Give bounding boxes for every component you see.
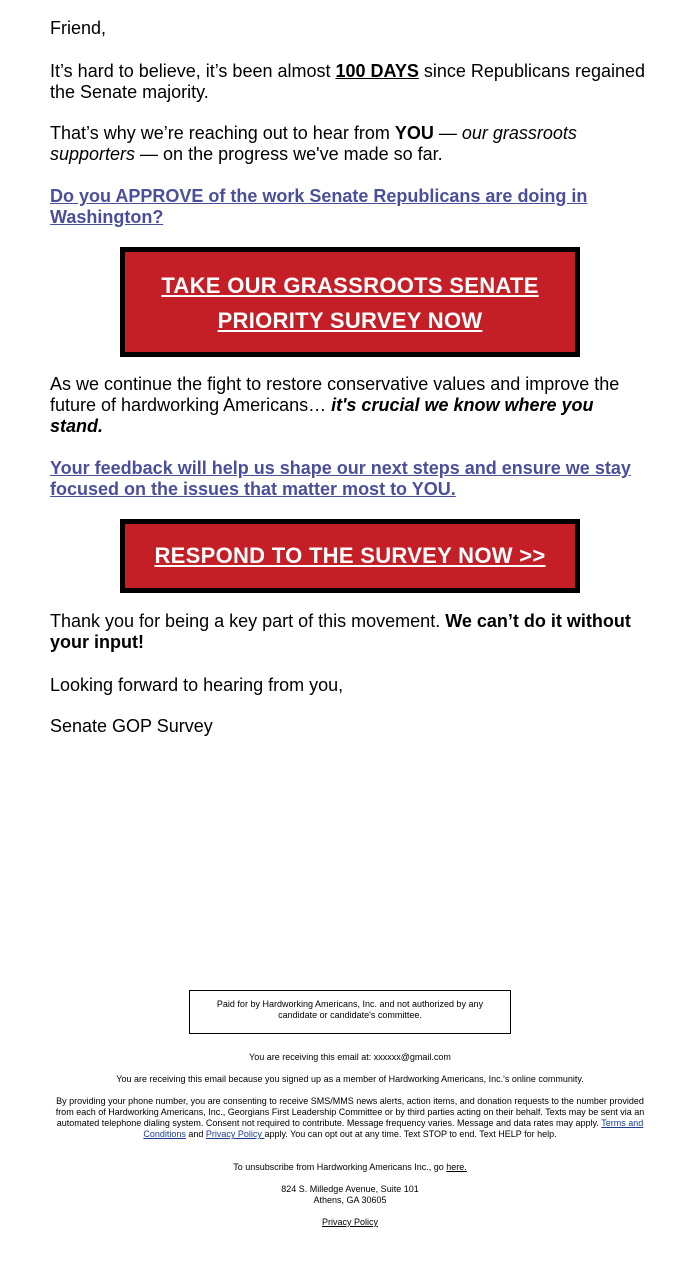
text-segment: since Republicans regained the Senate majority. <box>50 61 646 102</box>
privacy-link-inline[interactable]: Privacy Policy <box>205 1129 265 1139</box>
signature: Senate GOP Survey <box>50 716 213 736</box>
sms-and: and <box>185 1129 206 1139</box>
terms-link[interactable]: Terms and Conditions <box>143 1118 644 1139</box>
paragraph-reaching-out <box>50 123 650 165</box>
take-survey-button-line1: TAKE OUR GRASSROOTS SENATE <box>161 273 539 298</box>
unsubscribe-link[interactable]: here. <box>446 1162 467 1172</box>
emphasis-100-days: 100 DAYS <box>335 61 419 81</box>
text-segment: As we continue the fight to restore conservative values and improve the future of hardworking Americans… <box>50 374 620 415</box>
mailing-address <box>55 1184 645 1206</box>
sms-text: By providing your phone number, you are consenting to receive SMS/MMS news alerts, action items, and donation requests to the number provided from each of Hardworking Americans, Inc., Georgians First Leadership Committee or by third parties acting on their behalf. Texts may be sent via an automated telephone dialing system. Consent not required to contribute. Message frequency varies. Message and data rates may apply. <box>55 1096 645 1128</box>
feedback-survey-link[interactable]: Your feedback will help us shape our next steps and ensure we stay focused on the issues that matter most to YOU. <box>50 458 631 499</box>
approve-link-paragraph <box>50 186 650 228</box>
paragraph-fight <box>50 374 650 437</box>
text-segment: — on the progress we've made so far. <box>135 144 443 164</box>
receiving-email-notice <box>55 1052 645 1063</box>
paid-for-disclaimer: Paid for by Hardworking Americans, Inc. and not authorized by any candidate or candidate's committee. <box>189 990 511 1034</box>
paragraph-thank-you <box>50 611 650 653</box>
text-segment: — <box>433 123 462 143</box>
take-survey-button-line2: PRIORITY SURVEY NOW <box>217 308 483 333</box>
emphasis-you: YOU <box>394 123 434 143</box>
sms-text-end: apply. You can opt out at any time. Text STOP to end. Text HELP for help. <box>264 1129 557 1139</box>
approve-survey-link[interactable]: Do you APPROVE of the work Senate Republicans are doing in Washington? <box>50 186 588 227</box>
closing: Looking forward to hearing from you, <box>50 675 344 695</box>
respond-survey-button[interactable]: RESPOND TO THE SURVEY NOW >> <box>120 519 580 593</box>
address-line1: 824 S. Milledge Avenue, Suite 101 <box>281 1184 419 1194</box>
signup-reason: You are receiving this email because you signed up as a member of Hardworking Americans, Inc.'s online community. <box>116 1074 584 1084</box>
emphasis-crucial: it's crucial we know where you stand. <box>50 395 594 436</box>
greeting: Friend, <box>50 18 107 38</box>
unsubscribe-text: To unsubscribe from Hardworking Americans Inc., go <box>233 1162 447 1172</box>
address-line2: Athens, GA 30605 <box>313 1195 387 1205</box>
sms-consent-notice <box>55 1096 645 1140</box>
emphasis-input: We can’t do it without your input! <box>50 611 631 652</box>
text-segment: That’s why we’re reaching out to hear from <box>50 123 395 143</box>
take-survey-button[interactable] <box>120 247 580 357</box>
text-segment: Thank you for being a key part of this movement. <box>50 611 446 631</box>
emphasis-supporters: our grassroots supporters <box>50 123 577 164</box>
paragraph-100-days <box>50 61 650 103</box>
recipient-email: xxxxxx@gmail.com <box>373 1052 451 1062</box>
privacy-policy-link[interactable]: Privacy Policy <box>321 1217 378 1227</box>
privacy-footer <box>55 1217 645 1228</box>
text-segment: It’s hard to believe, it’s been almost <box>50 61 336 81</box>
feedback-link-paragraph <box>50 458 650 500</box>
unsubscribe-notice <box>55 1162 645 1173</box>
receiving-label: You are receiving this email at: <box>249 1052 374 1062</box>
